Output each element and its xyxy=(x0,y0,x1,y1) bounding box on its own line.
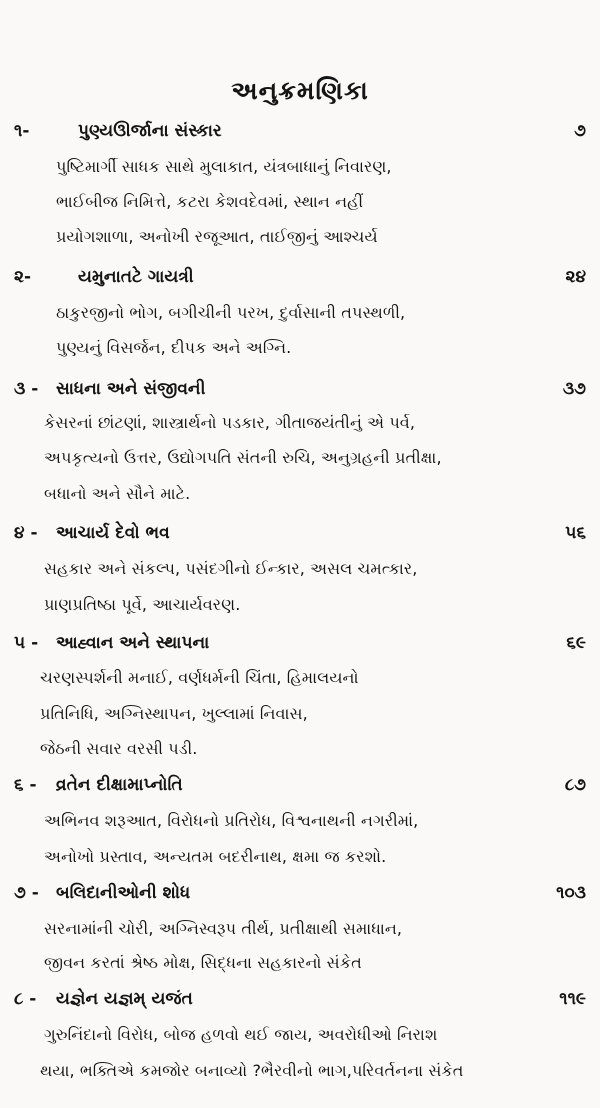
chapter-number: ૭ - xyxy=(14,883,39,903)
chapter-page-number: ૫૬ xyxy=(565,523,586,543)
chapter-heading xyxy=(0,374,600,404)
chapter-topic-line: પ્રાણપ્રતિષ્ઠા પૂર્વે, આચાર્યવરણ. xyxy=(44,595,241,614)
chapter-heading xyxy=(0,878,600,908)
chapter-heading xyxy=(0,770,600,800)
chapter-topic-line: બધાનો અને સૌને માટે. xyxy=(44,484,191,503)
chapter-topic-line: જેઠની સવાર વરસી પડી. xyxy=(40,739,198,758)
chapter-topic-line: થયા, ભક્તિએ કમજોર બનાવ્યો ?ભૈરવીનો ભાગ,પરિવર્તનના સંકેત xyxy=(40,1061,464,1080)
chapter-topic-line: પુણ્યનું વિસર્જન, દીપક અને અગ્નિ. xyxy=(56,338,292,357)
chapter-number: ૫ - xyxy=(14,633,39,653)
chapter-page-number: ૮૭ xyxy=(564,775,586,795)
chapter-title: સાધના અને સંજીવની xyxy=(56,379,206,399)
chapter-topic-line: જીવન કરતાં શ્રેષ્ઠ મોક્ષ, સિદ્ધના સહકારનો સંકેત xyxy=(44,953,362,972)
chapter-topic-line: સરનામાંની ચોરી, અગ્નિસ્વરૂપ તીર્થ, પ્રતીક્ષાથી સમાધાન, xyxy=(44,919,403,938)
chapter-topic-line: પુષ્ટિમાર્ગી સાધક સાથે મુલાકાત, યંત્રબાધાનું નિવારણ, xyxy=(56,157,392,176)
chapter-topic-line: સહકાર અને સંકલ્પ, પસંદગીનો ઈન્કાર, અસલ ચમત્કાર, xyxy=(44,559,418,578)
chapter-topic-line: કેસરનાં છાંટણાં, શાસ્ત્રાર્થનો પડકાર, ગીતાજયંતીનું એ પર્વ, xyxy=(44,413,416,432)
chapter-title: પુણ્યઊર્જાના સંસ્કાર xyxy=(78,121,222,141)
chapter-heading xyxy=(0,628,600,658)
chapter-number: ૧- xyxy=(14,121,30,141)
chapter-number: ૪ - xyxy=(14,523,38,543)
chapter-number: ૬ - xyxy=(14,775,37,795)
chapter-title: આચાર્ય દેવો ભવ xyxy=(56,523,170,543)
chapter-topic-line: ઠાકુરજીનો ભોગ, બગીચીની પરખ, દુર્વાસાની તપસ્થળી, xyxy=(56,303,406,322)
chapter-topic-line: ચરણસ્પર્શની મનાઈ, વર્ણધર્મની ચિંતા, હિમાલયનો xyxy=(40,668,359,687)
chapter-number: ૮ - xyxy=(14,989,37,1009)
chapter-number: ૨- xyxy=(14,267,32,287)
chapter-title: વ્રતેન દીક્ષામાપ્નોતિ xyxy=(56,775,183,795)
chapter-heading xyxy=(0,116,600,146)
chapter-title: યમુનાતટે ગાયત્રી xyxy=(78,267,194,287)
chapter-heading xyxy=(0,518,600,548)
chapter-topic-line: પ્રતિનિધિ, અગ્નિસ્થાપન, ખુલ્લામાં નિવાસ, xyxy=(40,704,308,723)
chapter-page-number: ૨૪ xyxy=(565,267,586,287)
chapter-topic-line: અનોખો પ્રસ્તાવ, અન્યતમ બદરીનાથ, ક્ષમા જ કરશો. xyxy=(44,847,387,866)
chapter-page-number: ૭ xyxy=(574,121,586,141)
chapter-topic-line: ભાઈબીજ નિમિત્તે, કટરા કેશવદેવમાં, સ્થાન નહીં xyxy=(56,192,364,211)
chapter-heading xyxy=(0,262,600,292)
chapter-title: આહ્વાન અને સ્થાપના xyxy=(56,633,210,653)
chapter-topic-line: ગુરુનિંદાનો વિરોધ, બોજ હળવો થઈ જાય, અવરોધીઓ નિરાશ xyxy=(44,1025,438,1044)
chapter-heading xyxy=(0,984,600,1014)
chapter-topic-line: પ્રયોગશાળા, અનોખી રજૂઆત, તાઈજીનું આશ્ચર્ય xyxy=(56,227,378,246)
chapter-title: યજ્ઞેન યજ્ઞમ્ યજંત xyxy=(56,989,193,1009)
chapter-title: બલિદાનીઓની શોધ xyxy=(56,883,191,903)
chapter-page-number: ૧૦૩ xyxy=(556,883,586,903)
chapter-page-number: ૩૭ xyxy=(562,379,586,399)
chapter-number: ૩ - xyxy=(14,379,39,399)
chapter-topic-line: અભિનવ શરૂઆત, વિરોધનો પ્રતિરોધ, વિશ્વનાથની નગરીમાં, xyxy=(44,811,419,830)
chapter-topic-line: અપકૃત્યનો ઉત્તર, ઉદ્યોગપતિ સંતની રુચિ, અનુગ્રહની પ્રતીક્ષા, xyxy=(44,448,442,467)
page-title: અનુક્રમણિકા xyxy=(231,76,369,105)
chapter-page-number: ૬૯ xyxy=(566,633,586,653)
chapter-page-number: ૧૧૯ xyxy=(559,989,586,1009)
